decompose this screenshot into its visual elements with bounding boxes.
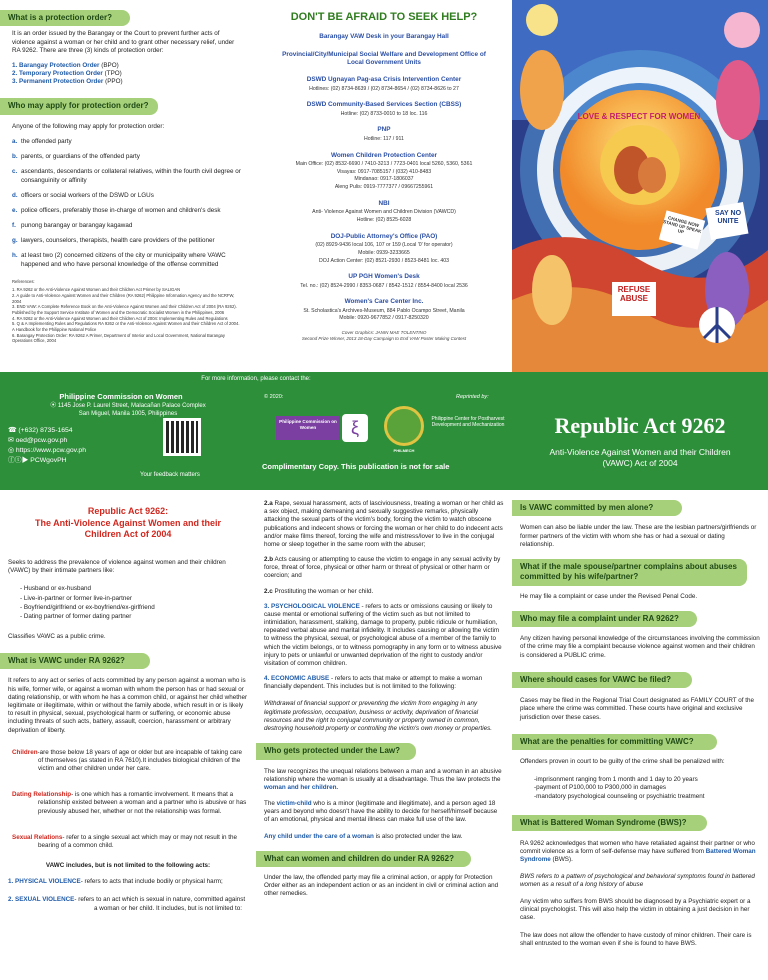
bws-abbr: (BWS). — [552, 856, 573, 864]
email-icon: ✉ — [8, 437, 16, 445]
help-entry-line: (02) 8929-9436 local 106, 107 or 159 (Local '0' for operator) — [315, 242, 453, 248]
item-4-label: 4. — [264, 675, 270, 683]
protection-order-list — [12, 62, 242, 87]
item-2c-label: 2.c — [264, 587, 273, 595]
applicant-list — [12, 138, 242, 269]
cover-illustration — [512, 0, 768, 372]
penalty-item: -imprisonment ranging from 1 month and 1 day to 20 years — [534, 776, 698, 784]
faq-men-alone-answer: Women can also be liable under the law. These are the lesbian partners/girlfriends or former partners of the victim with whom she has or had a sexual or dating relationship. — [520, 524, 757, 548]
help-entry — [256, 51, 512, 68]
protection-order-item — [12, 70, 242, 78]
applicant-item — [12, 153, 242, 161]
contest-credit: Second Prize Winner, 2013 18-Day Campaign to End VAW Poster Making Contest — [301, 336, 467, 341]
term-name: Children — [12, 748, 38, 756]
partner-list — [20, 584, 248, 621]
item-2c: Prostituting the woman or her child. — [274, 587, 374, 595]
help-entry-line: Main Office: (02) 8532-6690 / 7410-3213 / 7723-0401 local 5260, 5360, 5361 — [295, 160, 473, 167]
who-protected-text: The law recognizes the unequal relations between a man and a woman in an abusive relationship where the woman is usually at a disadvantage. Thus the law protects the — [264, 767, 502, 783]
reference-item: 2. A guide to Anti-Violence Against Women and their Children (RA 9262) Philippine Information Agency and the NCRFW, 2004 — [12, 293, 235, 304]
help-entry-title: DSWD Community-Based Services Section (CBSS) — [306, 101, 462, 109]
applicant-letter: d. — [12, 191, 18, 199]
help-entry-title: NBI — [378, 199, 390, 207]
economic-abuse-term: ECONOMIC ABUSE — [271, 675, 330, 683]
applicant-text: the offended party — [21, 137, 72, 145]
applicant-item — [12, 192, 242, 200]
contact-band — [0, 372, 768, 490]
help-entry-title: DSWD Ugnayan Pag-asa Crisis Intervention Center — [306, 76, 462, 84]
applicant-text: punong barangay or barangay kagawad — [21, 222, 133, 230]
term-name: Sexual Relations — [12, 833, 63, 841]
victim-child-term: victim-child — [276, 800, 312, 808]
reference-item: 4. RA 9262 or the Anti-Violence Against Women and their Children Act of 2004: Implementing Rules and Regulations — [12, 315, 228, 321]
bws-definition: BWS refers to a pattern of psychological and behavioral symptoms found in battered women as a result of a long history of abuse — [520, 872, 755, 888]
cover-credit: Cover Graphics: JANIN MAE TOLENTINO — [341, 330, 427, 336]
item-2b: Acts causing or attempting to cause the victim to engage in any sexual activity by force, threat of force, physical or other harm or threat of physical or other harm or coercion; and — [264, 556, 501, 580]
qr-code[interactable] — [163, 418, 201, 456]
help-entry — [256, 273, 512, 289]
faq-where-file-heading: Where should cases for VAWC be filed? — [512, 672, 692, 688]
vawc-definition-heading: What is VAWC under RA 9262? — [0, 653, 150, 669]
help-entry-line: Visayas: 0917-7085157 / (032) 410-8483 — [336, 168, 432, 175]
change-now-sign: CHANGE NOW STAND UP SPEAK UP — [662, 215, 702, 235]
help-entry-line: Hotline: 117 / 911 — [364, 135, 404, 142]
faq-penalties-intro: Offenders proven in court to be guilty of the crime shall be penalized with: — [520, 758, 725, 766]
applicant-item — [12, 207, 242, 215]
act-item — [8, 878, 248, 886]
faq-penalties-heading: What are the penalties for committing VAWC? — [512, 734, 717, 750]
philmech-seal-icon — [384, 406, 424, 446]
refuse-abuse-sign — [612, 286, 656, 304]
applicant-letter: a. — [12, 137, 18, 145]
references — [12, 279, 242, 344]
penalty-item: -mandatory psychological counseling or psychiatric treatment — [534, 792, 705, 800]
help-entry-line: Hotline: (02) 8525-6028 — [356, 216, 412, 223]
social-handle[interactable]: PCWgovPH — [30, 456, 67, 464]
reference-item: 5. Q & A Implementing Rules and Regulations RA 9262 or the Anti-Violence Against Women and their Children Act of 2004. A Handbook for the Philippine National Police — [12, 321, 240, 333]
location-pin-icon: ⦿ — [50, 402, 58, 409]
pcw-emblem-icon: ξ — [342, 414, 368, 442]
help-entry — [256, 200, 512, 224]
ra-9262-banner — [512, 372, 768, 490]
applicant-item — [12, 237, 242, 245]
help-entry-line: Aleng Pulis: 0919-7777377 / 09667255961 — [334, 184, 434, 191]
partner-item: - Dating partner of former dating partner — [20, 612, 132, 620]
ra-9262-overview — [0, 490, 256, 980]
overview-title: Republic Act 9262: — [87, 506, 169, 516]
pcw-name: Philippine Commission on Women — [59, 392, 183, 401]
act-name: SEXUAL VIOLENCE — [15, 896, 75, 904]
reprint-credits — [256, 372, 512, 490]
act-text: - refers to an act which is sexual in nature, committed against a woman or her child. It includes, but is not limited to: — [74, 896, 246, 912]
more-info-text: For more information, please contact the: — [201, 376, 311, 382]
faq-who-file-answer: Any citizen having personal knowledge of the circumstances involving the commission of the crime may file a complaint because violence against women and their children is considered a PUBLIC crime. — [520, 635, 760, 659]
applicant-letter: b. — [12, 153, 18, 161]
faq-men-alone-heading: Is VAWC committed by men alone? — [512, 500, 682, 516]
what-can-do-heading: What can women and children do under RA 9262? — [256, 851, 471, 867]
abuse-text: ABUSE — [619, 293, 648, 303]
who-may-apply-intro: Anyone of the following may apply for protection order: — [12, 122, 165, 130]
victim-pre: The — [264, 800, 275, 808]
what-can-do-text: Under the law, the offended party may file a criminal action, or apply for Protection Order either as an independent action or as an incident in civil or criminal action and other remedies. — [264, 874, 499, 898]
term-definition — [8, 749, 248, 774]
penalty-list — [534, 776, 760, 801]
references-title: References: — [12, 278, 35, 284]
penalty-item: -payment of P100,000 to P300,000 in damages — [534, 784, 666, 792]
bws-diagnosis: Any victim who suffers from BWS should be diagnosed by a Psychiatric expert or a clinical psychologist. This will also help the victim in obtaining a just decision in her case. — [520, 898, 751, 922]
reprinted-by: Reprinted by: — [456, 394, 489, 400]
applicant-letter: f. — [12, 222, 16, 230]
term-name: Dating Relationship — [12, 791, 72, 799]
complimentary-note: Complimentary Copy. This publication is not for sale — [262, 462, 450, 471]
item-2a-label: 2.a — [264, 500, 273, 507]
faq-bws-heading: What is Battered Woman Syndrome (BWS)? — [512, 815, 707, 831]
order-abbr: (TPO) — [104, 70, 122, 78]
act-number: 1. — [8, 878, 14, 886]
vawc-definition: It refers to any act or series of acts committed by any person against a woman who is his wife, former wife, or against a woman with whom the person has or had sexual or dating relationship, or with whom he has a common child, or against her child whether legitimate or illegitimate, within or without the family abode, which result in or is likely to result in physical, sexual, psychological harm or suffering, or economic abuse including threats of such acts, battery, assault, coercion, harassment or arbitrary deprivation of liberty. — [8, 677, 248, 734]
pcw-contact — [0, 386, 256, 490]
partner-item: - Husband or ex-husband — [20, 585, 92, 593]
help-entry-line: Hotline: (02) 8733-0010 to 18 loc. 116 — [340, 110, 428, 117]
ra-banner-subtitle: Anti-Violence Against Women and their Children (VAWC) Act of 2004 — [549, 446, 731, 468]
applicant-text: ascendants, descendants or collateral relatives, within the fourth civil degree or consanguinity or affinity — [21, 168, 241, 184]
order-name: Permanent Protection Order — [19, 78, 104, 86]
web-icon: ◎ — [8, 447, 16, 455]
help-entry-line: DOJ Action Center: (02) 8521-2930 / 8523-8481 loc. 403 — [318, 257, 450, 264]
help-entry-line: Mobile: 0920-9677852 / 0917-8250320 — [339, 315, 429, 322]
refuse-text: REFUSE — [617, 285, 651, 294]
item-2b-label: 2.b — [264, 556, 274, 564]
applicant-item — [12, 222, 242, 230]
applicant-text: police officers, preferably those in-charge of women and children's desk — [21, 206, 221, 214]
forms-of-violence — [256, 490, 512, 980]
faq-male-complaint-answer: He may file a complaint or case under the Revised Penal Code. — [520, 592, 698, 600]
victim-child-text: who is a minor (legitimate and illegitimate), and a person aged 18 years and beyond who doesn't have the ability to decide for herself/himself because of an emotional, physical and mental illness can make full use of the law. — [264, 800, 498, 824]
help-entry-title: Women Children Protection Center — [330, 151, 438, 159]
act-text: - refers to acts that include bodily or physical harm; — [80, 878, 223, 886]
philmech-name: Philippine Center for Postharvest Development and Mechanization — [431, 416, 505, 429]
cover-caption — [256, 330, 512, 342]
item-3-label: 3. — [264, 602, 270, 610]
unite-text: UNITE — [717, 217, 739, 225]
say-no-sign — [709, 210, 747, 225]
protection-order-item — [12, 62, 242, 70]
help-entry-line: Hotlines: (02) 8734-8639 / (02) 8734-8654 / (02) 8734-8626 to 27 — [309, 85, 459, 92]
protection-order-heading: What is a protection order? — [0, 10, 130, 26]
help-entry-line: Tel. no.: (02) 8524-2990 / 8353-0687 / 8542-1512 / 8554-8400 local 2536 — [300, 282, 468, 289]
term-text: - refer to a single sexual act which may or may not result in the bearing of a common child. — [38, 833, 238, 849]
applicant-item — [12, 168, 242, 184]
help-directory — [256, 0, 512, 372]
bws-custody: The law does not allow the offender to have custody of minor children. Their care is shall entrusted to the woman even if she is found to have BWS. — [520, 931, 752, 947]
public-crime-note: Classifies VAWC as a public crime. — [8, 632, 106, 640]
social-icons: ⓕⓣ▶ — [8, 456, 31, 464]
faq-where-file-answer: Cases may be filed in the Regional Trial Court designated as FAMILY COURT of the place where the crime was committed. These courts have original and exclusive jurisdiction over these cases. — [520, 697, 755, 721]
feedback-text: Your feedback matters — [140, 472, 200, 478]
economic-abuse-def: - refers to acts that make or attempt to make a woman financially dependent. This includes but is not limited to the following: — [264, 675, 483, 691]
act-name: PHYSICAL VIOLENCE — [15, 878, 81, 886]
faq-column — [512, 490, 768, 980]
applicant-text: at least two (2) concerned citizens of the city or municipality where VAWC happened and who have personal knowledge of the offense committed — [21, 252, 226, 268]
faq-male-complaint-heading: What if the male spouse/partner complains about abuses committed by his wife/partner? — [512, 559, 747, 586]
help-entry — [256, 76, 512, 92]
help-entry-title: UP PGH Women's Desk — [348, 273, 420, 281]
woman-and-children-em: woman and her children. — [264, 783, 339, 791]
help-entry — [256, 298, 512, 322]
copyright: © 2020: — [264, 394, 284, 400]
help-entry — [256, 233, 512, 265]
partner-item: - Live-in-partner or former live-in-partner — [20, 594, 132, 602]
faq-who-file-heading: Who may file a complaint under RA 9262? — [512, 611, 697, 627]
pcw-channels: ☎ (+632) 8735-1654 ✉ oed@pcw.gov.ph ◎ https://www.pcw.gov.ph ⓕⓣ▶ PCWgovPH — [8, 427, 86, 464]
item-2a: Rape, sexual harassment, acts of lasciviousness, treating a woman or her child as a sex object, making demeaning and sexually suggestive remarks, physically attacking the sexual parts of the victim's body, forcing the victim to watch obscene publications and indecent shows or forcing the woman or her child to do indecent acts and/or make films thereof, forcing the wife and mistress/lover to live in the conjugal home or sleep together in the same room with the abuser; — [264, 500, 504, 548]
phone-icon: ☎ — [8, 427, 19, 435]
help-entry — [256, 152, 512, 191]
psychological-violence-term: PSYCHOLOGICAL VIOLENCE — [271, 602, 360, 610]
reference-item: 3. END VAW: A Complete Reference Book on the Anti-Violence Against Women and their Children Act of 2004 (RA 9262). Published by the Support Service Institute of Women and the Democratic Socialist Women in the Philippines, 2006 — [12, 304, 237, 316]
help-entry-title: PNP — [377, 126, 391, 134]
ring-slogan: LOVE & RESPECT FOR WOMEN — [577, 112, 701, 121]
applicant-item — [12, 252, 242, 268]
order-number: 2. — [12, 70, 18, 78]
applicant-text: officers or social workers of the DSWD or LGUs — [21, 191, 154, 199]
overview-intro: Seeks to address the prevalence of violence against women and their children (VAWC) by their intimate partners like: — [8, 559, 226, 575]
help-entry-title: Barangay VAW Desk in your Barangay Hall — [319, 33, 449, 41]
order-number: 1. — [12, 61, 18, 69]
child-under-care-text: is also protected under the law. — [375, 832, 463, 840]
term-text: - is one which has a romantic involvement. It means that a relationship existed between a woman and a partner who is abusive or has previously abused her, whether or not the relationship was formal. — [38, 791, 247, 815]
help-title: DON'T BE AFRAID TO SEEK HELP? — [290, 11, 478, 23]
help-entry-title: DOJ-Public Attorney's Office (PAO) — [330, 232, 438, 240]
philmech-label: PHILMECH — [393, 448, 415, 453]
order-abbr: (BPO) — [101, 61, 119, 69]
child-under-care-em: Any child under the care of a woman — [264, 832, 374, 840]
act-number: 2. — [8, 896, 14, 904]
acts-heading: VAWC includes, but is not limited to the following acts: — [45, 862, 211, 870]
order-name: Temporary Protection Order — [19, 70, 103, 78]
act-item — [8, 896, 248, 912]
psychological-violence-def: - refers to acts or omissions causing or likely to cause mental or emotional suffering of the victim such as but not limited to intimidation, harassment, stalking, damage to property, public ridicule or humiliation, repeated verbal abuse and marital infidelity. It includes causing or allowing the victim to witness the physical, sexual, or psychological abuse of a member of the family to which the victim belongs, or to witness pornography in any form or to witness abusive injury to pets or unlawful or unwanted deprivation of the right to custody and/or visitation of common children. — [264, 602, 502, 667]
help-entry-line: Mobile: 0939-3233665 — [358, 249, 410, 256]
help-entry — [256, 33, 512, 41]
applicant-item — [12, 138, 242, 146]
term-text: -are those below 18 years of age or older but are incapable of taking care of themselves (as stated in RA 7610).It includes biological children of the victim and other children under her care. — [37, 748, 242, 773]
overview-subtitle: The Anti-Violence Against Women and their Children Act of 2004 — [34, 517, 222, 540]
order-number: 3. — [12, 78, 18, 86]
applicant-letter: g. — [12, 237, 18, 245]
help-entry — [256, 126, 512, 142]
help-entry-line: St. Scholastica's Archives-Museum, 884 Pablo Ocampo Street, Manila — [303, 307, 465, 314]
help-entry — [256, 101, 512, 117]
pcw-logo: Philippine Commission on Women — [276, 416, 340, 440]
bws-intro: RA 9262 acknowledges that women who have retaliated against their partner or who commit violence as a form of self-defense may have suffered from — [520, 840, 755, 856]
protection-order-panel — [0, 0, 256, 372]
pcw-address: ⦿ 1145 Jose P. Laurel Street, Malacañan Palace Complex San Miguel, Manila 1005, Philippines — [50, 402, 206, 417]
help-entry-line: Mindanao: 0917-1806037 — [354, 176, 414, 183]
applicant-text: lawyers, counselors, therapists, health care providers of the petitioner — [21, 237, 215, 245]
help-entry-title: Provincial/City/Municipal Social Welfare and Development Office of Local Government Units — [282, 50, 486, 66]
who-protected-heading: Who gets protected under the Law? — [256, 743, 416, 759]
cover-artwork — [512, 0, 768, 372]
help-entry-title: Women's Care Center Inc. — [344, 298, 424, 306]
email-link[interactable]: oed@pcw.gov.ph — [15, 437, 68, 445]
reference-item: 1. RA 9262 or the Anti-Violence Against Women and their Children Act Primer by SALIGAN — [12, 287, 181, 293]
bws-term: Battered Woman Syndrome — [520, 848, 756, 864]
term-definition — [8, 834, 248, 850]
ra-banner-title: Republic Act 9262 — [554, 413, 726, 438]
say-no-text: SAY NO — [714, 210, 742, 217]
partner-item: - Boyfriend/girlfriend or ex-boyfriend/ex-girlfriend — [20, 603, 155, 611]
reference-item: 6. Barangay Protection Order: RA 9262 A Primer, Department of Interior and Local Government, National Barangay Operations Office, 2004 — [12, 332, 225, 344]
order-name: Barangay Protection Order — [19, 61, 100, 69]
help-entry-line: Anti- Violence Against Women and Children Division (VAWCD) — [312, 209, 456, 216]
website-link[interactable]: https://www.pcw.gov.ph — [15, 447, 86, 455]
protection-order-definition: It is an order issued by the Barangay or the Court to prevent further acts of violence against a woman or her child and to grant other necessary relief, under RA 9262. There are three (3) kinds of protection order: — [12, 30, 235, 54]
term-definition — [8, 791, 248, 816]
applicant-letter: c. — [12, 168, 18, 176]
applicant-letter: h. — [12, 252, 18, 260]
applicant-text: parents, or guardians of the offended party — [21, 153, 140, 161]
applicant-letter: e. — [12, 206, 18, 214]
who-may-apply-heading: Who may apply for protection order? — [0, 98, 158, 114]
order-abbr: (PPO) — [105, 78, 123, 86]
economic-abuse-examples: Withdrawal of financial support or preventing the victim from engaging in any legitimate profession, occupation, business or activity, deprivation of financial resources and the right to conjugal community or property owned in common, destroying household property or controlling the victim's own money or properties. — [264, 700, 493, 732]
protection-order-item — [12, 78, 242, 86]
